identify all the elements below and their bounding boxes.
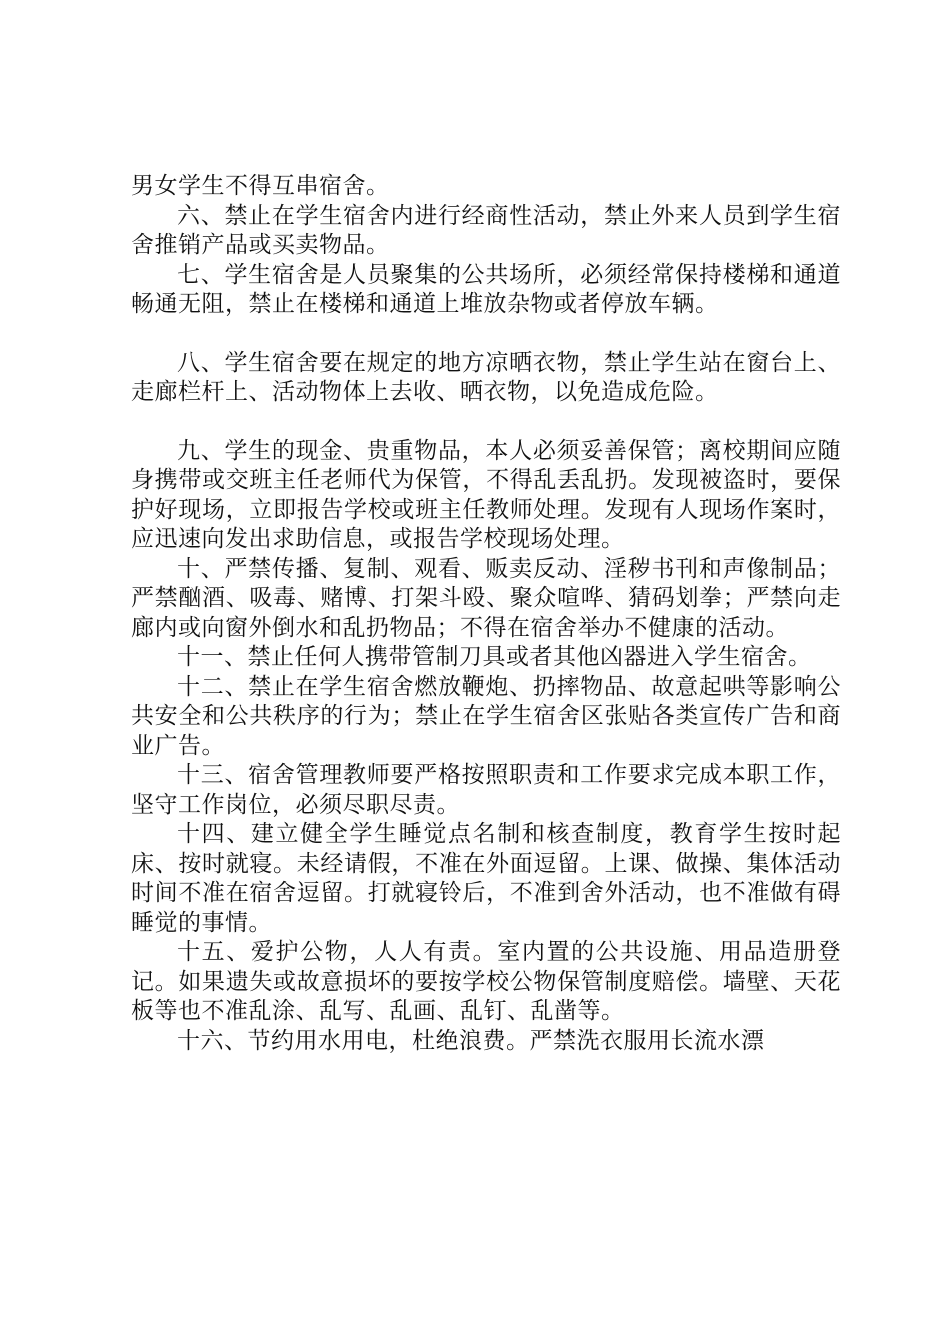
- paragraph-continuation: 男女学生不得互串宿舍。: [131, 173, 390, 199]
- paragraph-rule-16: 十六、节约用水用电，杜绝浪费。严禁洗衣服用长流水漂: [177, 1027, 765, 1054]
- paragraph-rule-6: 六、禁止在学生宿舍内进行经商性活动，禁止外来人员到学生宿舍推销产品或买卖物品。: [131, 202, 841, 258]
- paragraph-rule-9: 九、学生的现金、贵重物品，本人必须妥善保管；离校期间应随身携带或交班主任老师代为保管，不得乱丢乱扔。发现被盗时，要保护好现场，立即报告学校或班主任教师处理。发现有人现场作案时，应迅速向发出求助信息，或报告学校现场处理。: [131, 437, 841, 552]
- paragraph-rule-10: 十、严禁传播、复制、观看、贩卖反动、淫秽书刊和声像制品；严禁酗酒、吸毒、赌博、打架斗殴、聚众喧哗、猜码划拳；严禁向走廊内或向窗外倒水和乱扔物品；不得在宿舍举办不健康的活动。: [131, 555, 841, 641]
- paragraph-rule-7: 七、学生宿舍是人员聚集的公共场所，必须经常保持楼梯和通道畅通无阻，禁止在楼梯和通道上堆放杂物或者停放车辆。: [131, 261, 841, 317]
- paragraph-rule-14: 十四、建立健全学生睡觉点名制和核查制度，教育学生按时起床、按时就寝。未经请假，不准在外面逗留。上课、做操、集体活动时间不准在宿舍逗留。打就寝铃后，不准到舍外活动，也不准做有碍睡觉的事情。: [131, 821, 841, 936]
- paragraph-rule-12: 十二、禁止在学生宿舍燃放鞭炮、扔摔物品、故意起哄等影响公共安全和公共秩序的行为；禁止在学生宿舍区张贴各类宣传广告和商业广告。: [131, 673, 841, 759]
- paragraph-rule-13: 十三、宿舍管理教师要严格按照职责和工作要求完成本职工作，坚守工作岗位，必须尽职尽责。: [131, 762, 841, 818]
- paragraph-rule-15: 十五、爱护公物，人人有责。室内置的公共设施、用品造册登记。如果遗失或故意损坏的要按学校公物保管制度赔偿。墙壁、天花板等也不准乱涂、乱写、乱画、乱钉、乱凿等。: [131, 939, 841, 1024]
- paragraph-rule-8: 八、学生宿舍要在规定的地方凉晒衣物，禁止学生站在窗台上、走廊栏杆上、活动物体上去收、晒衣物，以免造成危险。: [131, 349, 841, 405]
- paragraph-rule-11: 十一、禁止任何人携带管制刀具或者其他凶器进入学生宿舍。: [177, 644, 812, 670]
- document-body: [131, 172, 841, 1056]
